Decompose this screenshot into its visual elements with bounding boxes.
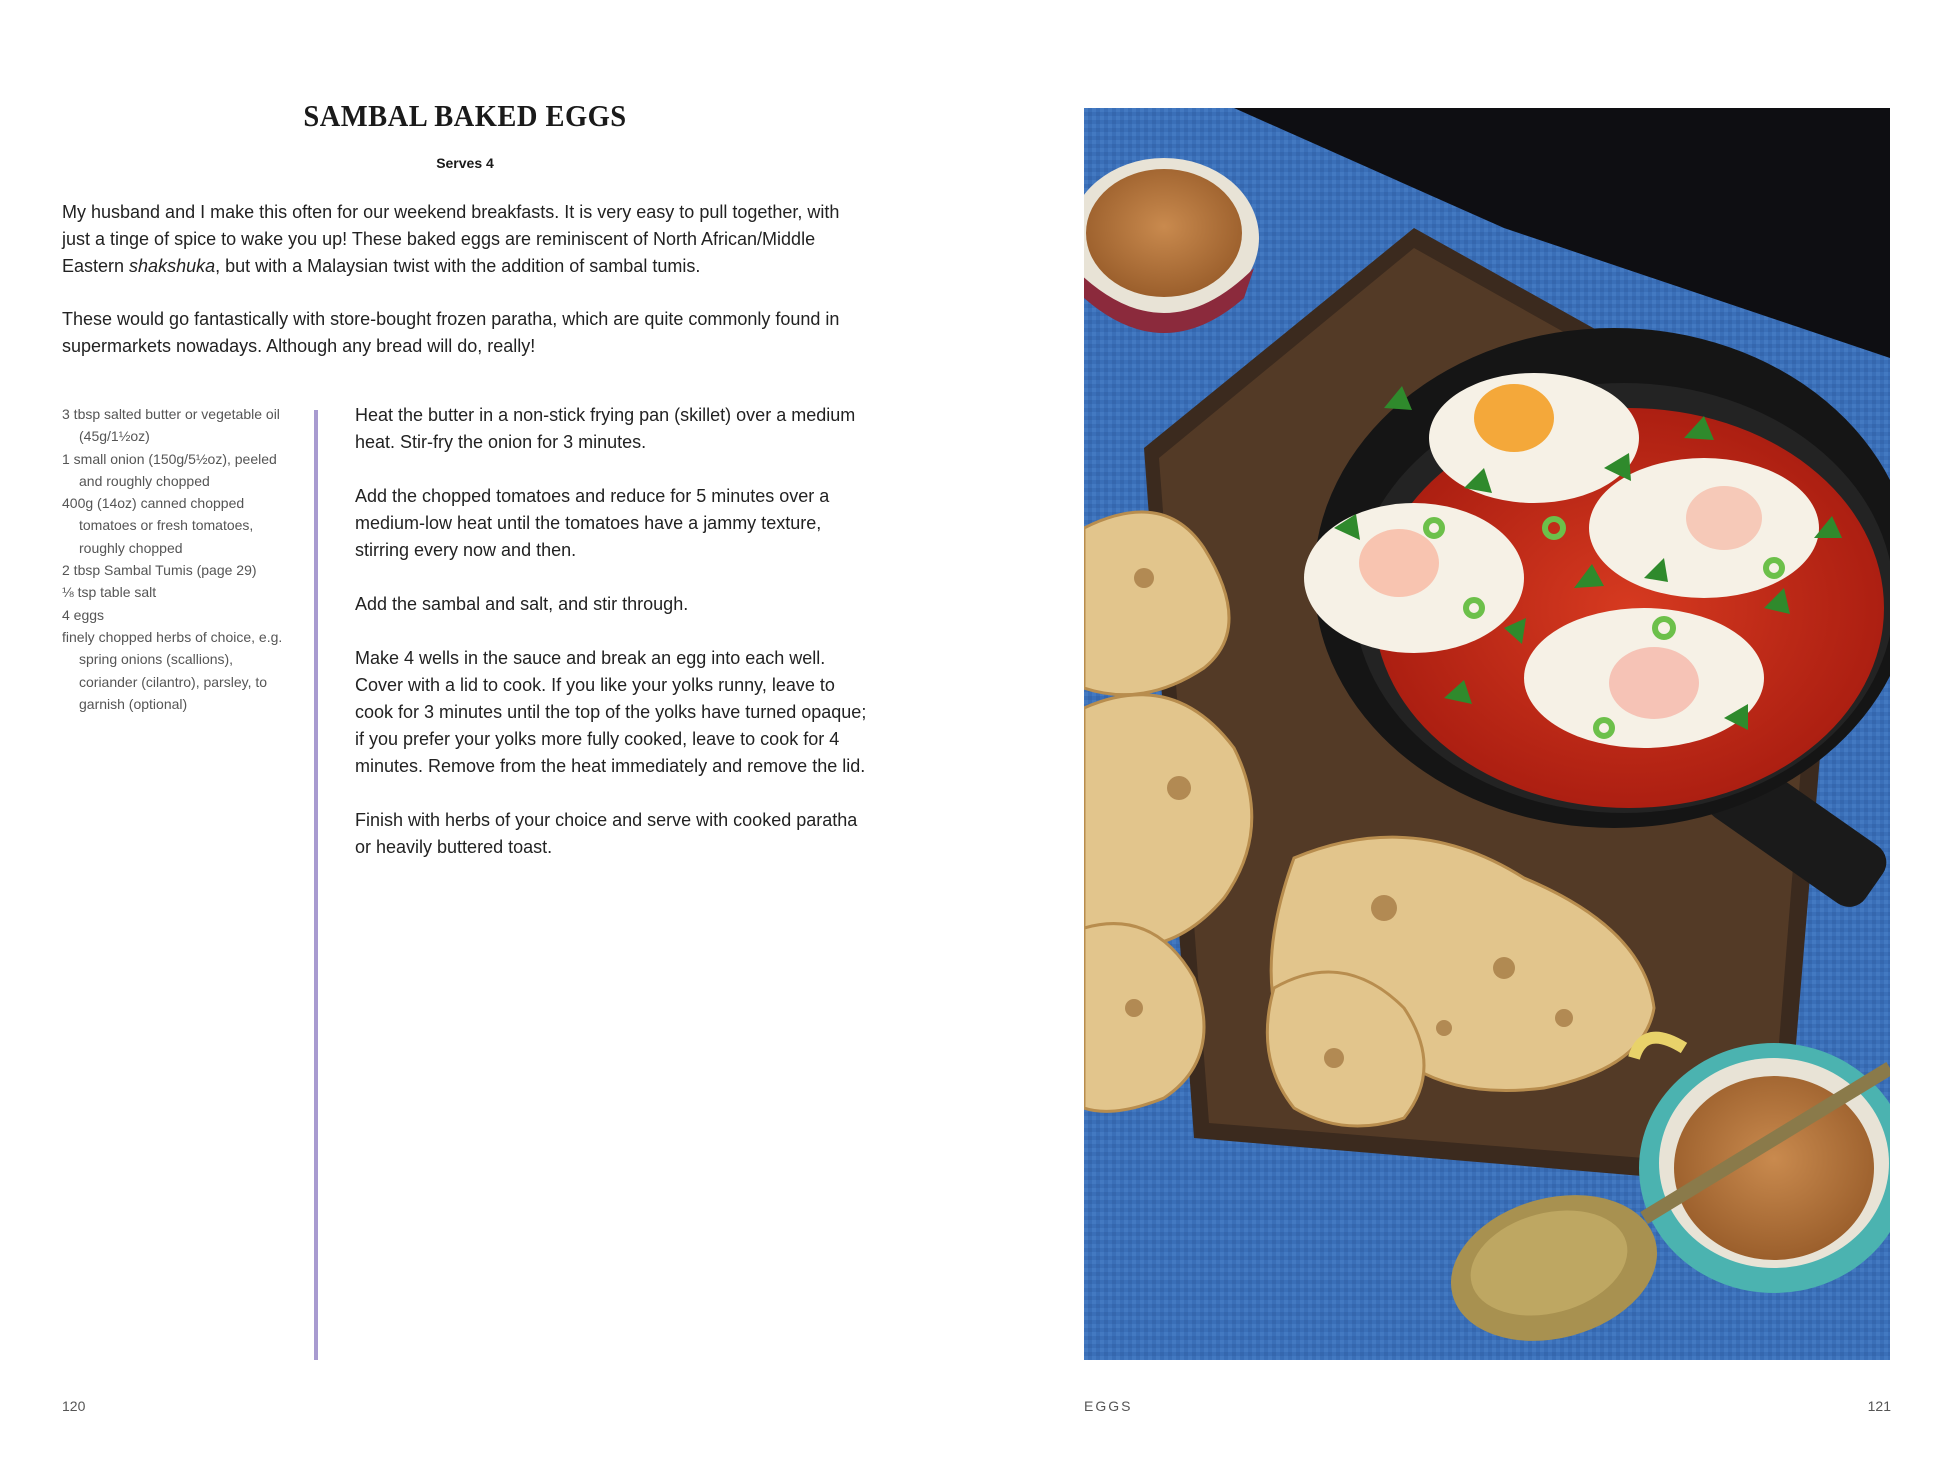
right-page bbox=[978, 0, 1956, 1466]
method-step: Make 4 wells in the sauce and break an egg into each well. Cover with a lid to cook. If you like your yolks runny, leave to cook for 3 minutes until the top of the yolks have turned opaque; if you prefer your yolks more fully cooked, leave to cook for 4 minutes. Remove from the heat immediately and remove the lid. bbox=[355, 648, 867, 776]
column-divider bbox=[314, 410, 318, 1360]
intro-italic-term: shakshuka bbox=[129, 256, 216, 276]
ingredient-item: 1 small onion (150g/5½oz), peeled and roughly chopped bbox=[62, 450, 277, 489]
section-label: EGGS bbox=[1084, 1398, 1133, 1414]
recipe-title: SAMBAL BAKED EGGS bbox=[303, 98, 627, 133]
method-steps bbox=[355, 402, 875, 888]
ingredient-item: 2 tbsp Sambal Tumis (page 29) bbox=[62, 562, 257, 579]
ingredient-item: 3 tbsp salted butter or vegetable oil (45g/1½oz) bbox=[62, 406, 280, 445]
intro-text: , but with a Malaysian twist with the addition of sambal tumis. bbox=[215, 256, 701, 276]
egg-1 bbox=[1429, 373, 1639, 503]
ingredient-item: 4 eggs bbox=[62, 606, 105, 623]
food-photo-illustration bbox=[1084, 108, 1890, 1360]
ingredient-item: 400g (14oz) canned chopped tomatoes or fresh tomatoes, roughly chopped bbox=[62, 495, 254, 556]
method-step: Add the chopped tomatoes and reduce for 5 minutes over a medium-low heat until the tomatoes have a jammy texture, stirring every now and then. bbox=[355, 486, 830, 560]
page-number-left: 120 bbox=[62, 1398, 86, 1414]
ingredients-list bbox=[62, 403, 292, 715]
recipe-photo bbox=[1084, 108, 1890, 1360]
tea-cup-top bbox=[1084, 158, 1259, 333]
method-step: Add the sambal and salt, and stir through. bbox=[355, 594, 689, 614]
intro-paragraph-2: These would go fantastically with store-bought frozen paratha, which are quite commonly found in supermarkets nowadays. Although any bread will do, really! bbox=[62, 309, 840, 356]
egg-3 bbox=[1304, 503, 1524, 653]
ingredient-item: finely chopped herbs of choice, e.g. spring onions (scallions), coriander (cilantro), parsley, to garnish (optional) bbox=[62, 628, 283, 712]
intro-text: My husband and I make this often for our weekend breakfasts. It is very easy to pull together, with just a tinge of spice to wake you up! These baked eggs are reminiscent of North African/Middle Eastern bbox=[62, 202, 840, 276]
method-step: Finish with herbs of your choice and serve with cooked paratha or heavily buttered toast. bbox=[355, 810, 858, 857]
egg-4 bbox=[1524, 608, 1764, 748]
page-number-right: 121 bbox=[1867, 1398, 1891, 1414]
serves-label: Serves 4 bbox=[436, 155, 494, 171]
ingredient-item: ⅛ tsp table salt bbox=[62, 584, 157, 601]
egg-2 bbox=[1589, 458, 1819, 598]
intro-paragraph-1 bbox=[62, 199, 872, 280]
method-step: Heat the butter in a non-stick frying pan (skillet) over a medium heat. Stir-fry the onion for 3 minutes. bbox=[355, 405, 856, 452]
